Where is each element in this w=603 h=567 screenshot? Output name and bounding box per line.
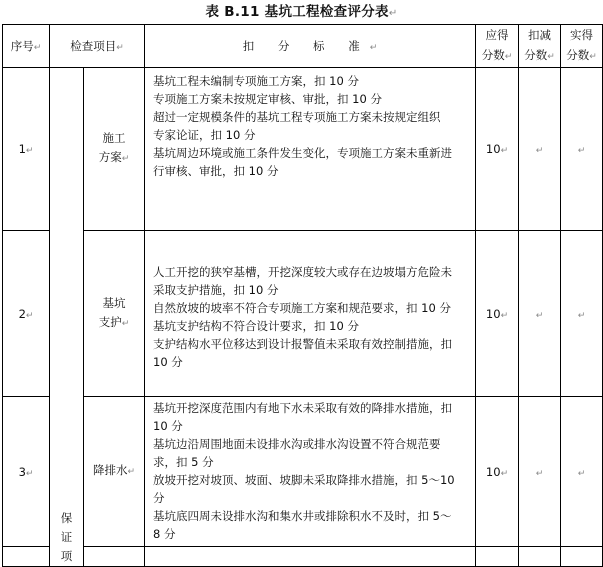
row-due-value: 10: [485, 142, 501, 156]
paragraph-mark-icon: ↵: [589, 52, 597, 62]
paragraph-mark-icon: ↵: [121, 154, 130, 164]
criteria-line: 10 分: [153, 355, 183, 369]
row-due-value: 10: [485, 306, 501, 321]
header-actual-line1: 实得: [570, 28, 594, 42]
row-due: [476, 547, 519, 567]
row-item: [84, 231, 145, 397]
row-seq: [3, 547, 50, 567]
row-criteria: [145, 231, 476, 397]
paragraph-mark-icon: ↵: [547, 52, 555, 62]
paragraph-mark-icon: ↵: [577, 146, 586, 156]
row-criteria: [145, 397, 476, 547]
paragraph-mark-icon: ↵: [577, 468, 586, 479]
paragraph-mark-icon: ↵: [25, 310, 34, 321]
header-seq-label: 序号: [10, 39, 34, 53]
paragraph-mark-icon: ↵: [577, 310, 586, 321]
row-seq: [3, 68, 50, 231]
row-criteria: [145, 68, 476, 231]
row-seq: [3, 231, 50, 397]
row-item-line2: 支护: [98, 314, 122, 329]
criteria-line: 求，扣 5 分: [153, 455, 214, 469]
category-char: 项: [60, 549, 73, 563]
score-table: [2, 24, 603, 567]
criteria-line: 基坑工程未编制专项施工方案，扣 10 分: [153, 74, 359, 88]
header-item-label: 检查项目: [70, 39, 117, 53]
category-char: 证: [60, 530, 73, 544]
paragraph-mark-icon: ↵: [33, 43, 42, 53]
criteria-line: 基坑底四周未设排水沟和集水井或排除积水不及时，扣 5～: [153, 509, 452, 523]
header-due: [476, 25, 519, 68]
header-item: [50, 25, 145, 68]
paragraph-mark-icon: ↵: [535, 310, 544, 321]
paragraph-mark-icon: ↵: [121, 318, 130, 329]
table-row-partial: [3, 547, 603, 567]
row-item: [84, 547, 145, 567]
row-seq-value: 3: [18, 464, 26, 479]
paragraph-mark-icon: ↵: [504, 52, 513, 62]
category-char: 保: [60, 511, 73, 525]
row-seq-value: 1: [18, 142, 26, 156]
row-item-line1: 基坑: [102, 295, 126, 310]
paragraph-mark-icon: ↵: [535, 468, 544, 479]
header-deduct-line2: 分数: [524, 48, 548, 62]
header-actual: [561, 25, 603, 68]
header-due-line1: 应得: [485, 28, 509, 42]
paragraph-mark-icon: ↵: [116, 43, 124, 53]
category-guarantee: [50, 68, 84, 567]
row-item-line1: 降排水: [92, 463, 128, 477]
criteria-line: 超过一定规模条件的基坑工程专项施工方案未按规定组织: [153, 110, 441, 124]
table-row: [3, 68, 603, 231]
paragraph-mark-icon: ↵: [369, 43, 378, 53]
criteria-line: 8 分: [153, 527, 176, 541]
criteria-line: 采取支护措施，扣 10 分: [153, 283, 279, 297]
header-deduct: [519, 25, 561, 68]
row-actual[interactable]: [561, 231, 603, 397]
table-row: [3, 231, 603, 397]
row-seq: [3, 397, 50, 547]
row-deduct[interactable]: [519, 547, 561, 567]
row-item-line2: 方案: [98, 150, 122, 164]
paragraph-mark-icon: ↵: [500, 146, 509, 156]
criteria-line: 专项施工方案未按规定审核、审批，扣 10 分: [153, 92, 382, 106]
paragraph-mark-icon: ↵: [25, 146, 34, 156]
criteria-line: 基坑开挖深度范围内有地下水未采取有效的降排水措施，扣: [153, 401, 453, 415]
row-item: [84, 68, 145, 231]
row-actual[interactable]: [561, 68, 603, 231]
criteria-line: 专家论证，扣 10 分: [153, 128, 256, 142]
criteria-line: 行审核、审批，扣 10 分: [153, 164, 279, 178]
header-seq: [3, 25, 50, 68]
criteria-line: 人工开挖的狭窄基槽，开挖深度较大或存在边坡塌方危险未: [153, 265, 453, 279]
row-criteria: [145, 547, 476, 567]
paragraph-mark-icon: ↵: [535, 146, 544, 156]
header-actual-line2: 分数: [566, 48, 590, 62]
row-deduct[interactable]: [519, 68, 561, 231]
criteria-line: 自然放坡的坡率不符合专项施工方案和规范要求，扣 10 分: [153, 301, 451, 315]
row-deduct[interactable]: [519, 231, 561, 397]
criteria-line: 基坑边沿周围地面未设排水沟或排水沟设置不符合规范要: [153, 437, 441, 451]
row-deduct[interactable]: [519, 397, 561, 547]
header-row: [3, 25, 603, 68]
table-title: [0, 2, 603, 24]
header-criteria: [145, 25, 476, 68]
criteria-line: 10 分: [153, 419, 183, 433]
header-criteria-label: 扣 分 标 准: [242, 39, 370, 53]
criteria-line: 支护结构水平位移达到设计报警值未采取有效控制措施，扣: [153, 337, 453, 351]
paragraph-mark-icon: ↵: [25, 468, 34, 479]
paragraph-mark-icon: ↵: [500, 310, 509, 321]
paragraph-mark-icon: ↵: [500, 468, 509, 479]
paragraph-mark-icon: ↵: [127, 467, 136, 477]
row-due: [476, 68, 519, 231]
paragraph-mark-icon: ↵: [388, 8, 398, 19]
row-due-value: 10: [485, 464, 501, 479]
row-due: [476, 231, 519, 397]
header-deduct-line1: 扣减: [528, 28, 552, 42]
header-due-line2: 分数: [481, 48, 505, 62]
row-due: [476, 397, 519, 547]
criteria-line: 基坑支护结构不符合设计要求，扣 10 分: [153, 319, 359, 333]
row-seq-value: 2: [18, 306, 26, 321]
row-item-line1: 施工: [102, 131, 126, 145]
row-item: [84, 397, 145, 547]
row-actual[interactable]: [561, 397, 603, 547]
table-title-text: 表 B.11 基坑工程检查评分表: [205, 4, 389, 20]
criteria-line: 放坡开挖对坡顶、坡面、坡脚未采取降排水措施，扣 5～10: [153, 473, 455, 487]
row-actual[interactable]: [561, 547, 603, 567]
criteria-line: 基坑周边环境或施工条件发生变化，专项施工方案未重新进: [153, 146, 453, 160]
table-row: [3, 397, 603, 547]
criteria-line: 分: [153, 491, 165, 505]
